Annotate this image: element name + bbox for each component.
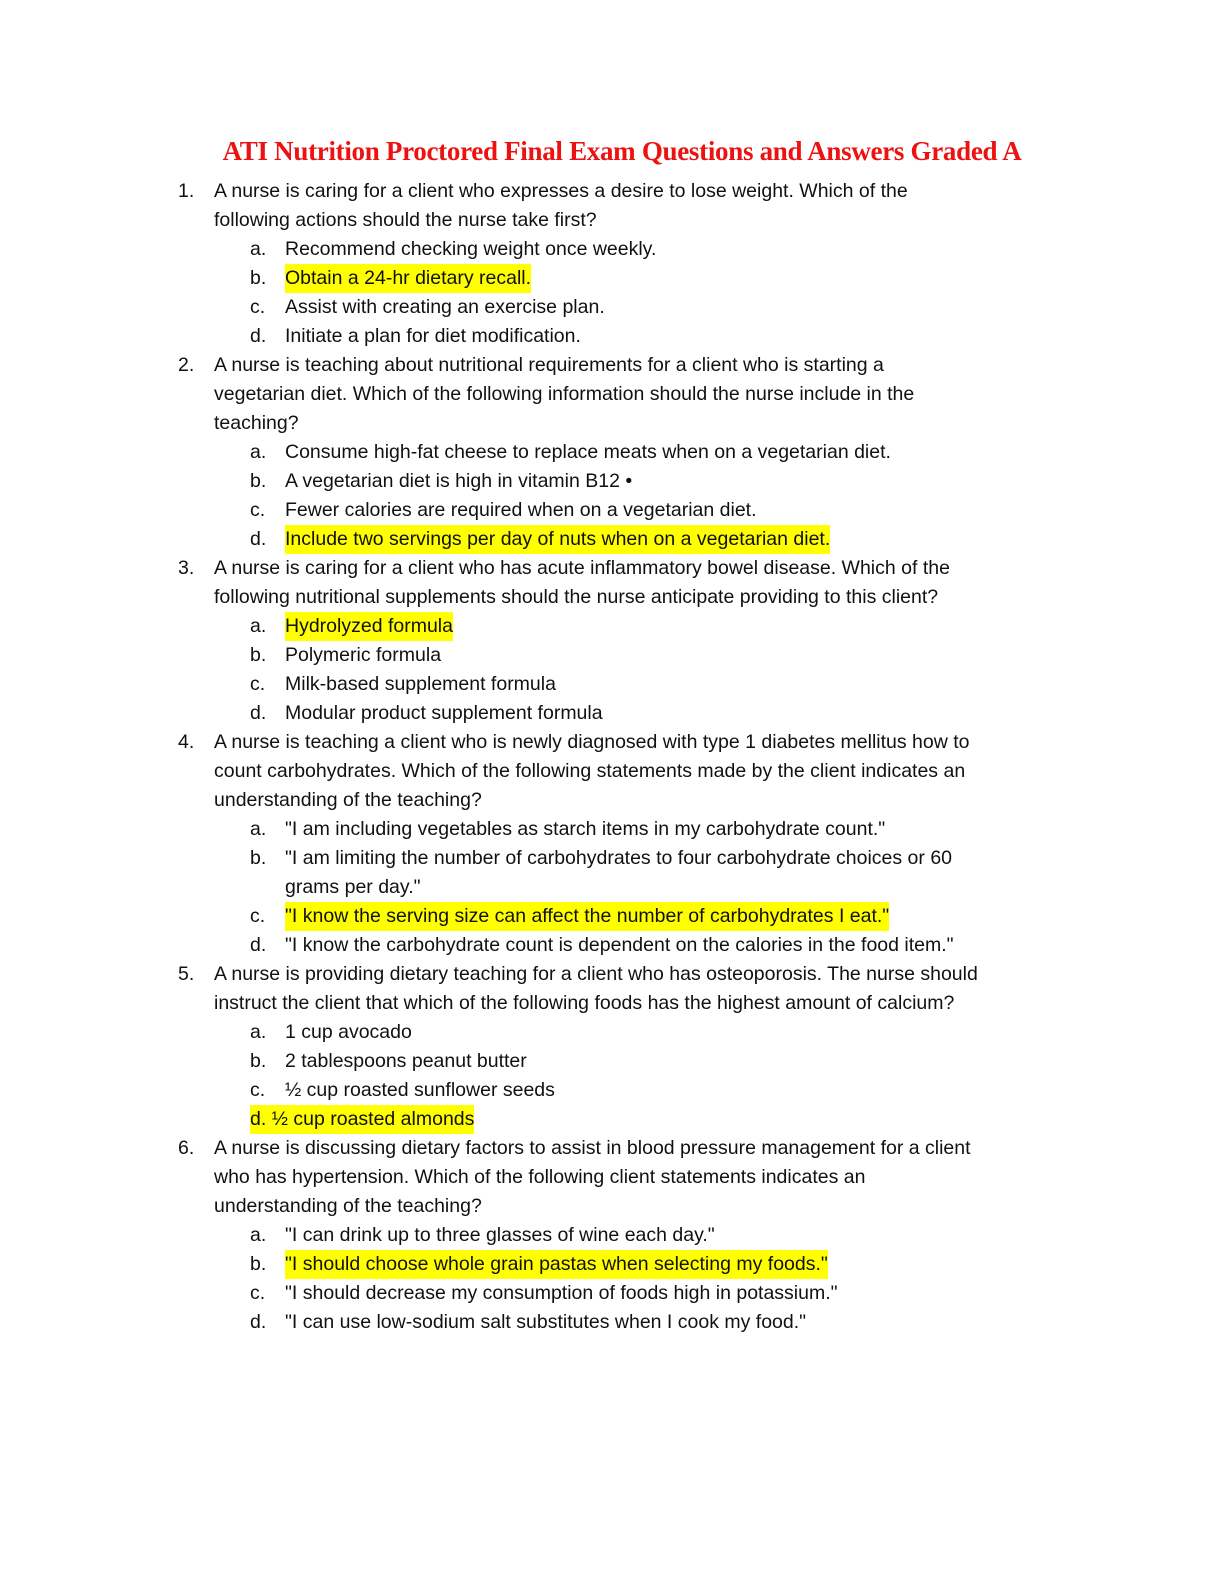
answer-option — [0, 873, 1224, 902]
option-letter: b. — [250, 267, 267, 289]
question-text: A nurse is providing dietary teaching for a client who has osteoporosis. The nurse should — [214, 963, 978, 985]
option-text: A vegetarian diet is high in vitamin B12 • — [285, 470, 633, 492]
question-number: 3. — [178, 557, 195, 579]
option-text: 1 cup avocado — [285, 1021, 412, 1043]
answer-option — [0, 1221, 1224, 1250]
question — [0, 960, 1224, 1134]
option-text: Include two servings per day of nuts when on a vegetarian diet. — [285, 525, 830, 554]
option-text: Assist with creating an exercise plan. — [285, 296, 605, 318]
option-text: "I should choose whole grain pastas when selecting my foods." — [285, 1250, 828, 1279]
option-text: Obtain a 24-hr dietary recall. — [285, 264, 531, 293]
question-text: understanding of the teaching? — [214, 1195, 482, 1217]
option-letter: c. — [250, 1282, 266, 1304]
question-number: 2. — [178, 354, 195, 376]
option-letter: b. — [250, 1253, 267, 1275]
answer-option — [0, 1018, 1224, 1047]
question-text: vegetarian diet. Which of the following information should the nurse include in the — [214, 383, 915, 405]
option-text: ½ cup roasted almonds — [271, 1108, 475, 1130]
option-letter: d. — [250, 528, 267, 550]
answer-option — [0, 641, 1224, 670]
answer-option — [0, 438, 1224, 467]
option-letter: d. — [250, 325, 267, 347]
answer-option — [0, 1279, 1224, 1308]
option-letter: c. — [250, 673, 266, 695]
question-text: teaching? — [214, 412, 299, 434]
option-text: "I know the serving size can affect the number of carbohydrates I eat." — [285, 902, 889, 931]
option-text: ½ cup roasted sunflower seeds — [285, 1079, 555, 1101]
question-list — [0, 177, 1224, 1337]
option-letter: d. — [250, 1108, 267, 1130]
question-text: A nurse is caring for a client who expresses a desire to lose weight. Which of the — [214, 180, 908, 202]
option-letter: a. — [250, 238, 267, 260]
answer-option-correct — [0, 264, 1224, 293]
option-letter: d. — [250, 934, 267, 956]
answer-option — [0, 293, 1224, 322]
question-number: 6. — [178, 1137, 195, 1159]
question-number: 1. — [178, 180, 195, 202]
question-text: following nutritional supplements should the nurse anticipate providing to this client? — [214, 586, 939, 608]
option-letter: c. — [250, 296, 266, 318]
answer-option-correct — [0, 1105, 1224, 1134]
answer-option-correct — [0, 525, 1224, 554]
answer-option — [0, 815, 1224, 844]
question-text: A nurse is teaching a client who is newly diagnosed with type 1 diabetes mellitus how to — [214, 731, 970, 753]
answer-option-correct — [0, 902, 1224, 931]
answer-option — [0, 235, 1224, 264]
option-text: Milk-based supplement formula — [285, 673, 556, 695]
question — [0, 1134, 1224, 1337]
option-letter: b. — [250, 847, 267, 869]
option-text: "I know the carbohydrate count is dependent on the calories in the food item." — [285, 934, 954, 956]
option-text: 2 tablespoons peanut butter — [285, 1050, 527, 1072]
option-letter: d. — [250, 702, 267, 724]
option-letter: c. — [250, 1079, 266, 1101]
option-letter: a. — [250, 1021, 267, 1043]
question-text: A nurse is discussing dietary factors to assist in blood pressure management for a client — [214, 1137, 971, 1159]
option-letter: a. — [250, 818, 267, 840]
option-text: Hydrolyzed formula — [285, 612, 453, 641]
option-text: Initiate a plan for diet modification. — [285, 325, 581, 347]
highlighted-answer — [250, 1105, 474, 1134]
answer-option — [0, 670, 1224, 699]
option-letter: a. — [250, 1224, 267, 1246]
answer-option — [0, 699, 1224, 728]
question — [0, 728, 1224, 960]
question — [0, 177, 1224, 351]
question-text: A nurse is teaching about nutritional requirements for a client who is starting a — [214, 354, 884, 376]
option-text: "I can use low-sodium salt substitutes when I cook my food." — [285, 1311, 807, 1333]
question — [0, 351, 1224, 554]
option-letter: a. — [250, 615, 267, 637]
question-number: 4. — [178, 731, 195, 753]
option-letter: d. — [250, 1311, 267, 1333]
question-number: 5. — [178, 963, 195, 985]
question — [0, 554, 1224, 728]
option-text: "I can drink up to three glasses of wine each day." — [285, 1224, 715, 1246]
answer-option — [0, 931, 1224, 960]
option-text: "I am limiting the number of carbohydrates to four carbohydrate choices or 60 — [285, 847, 953, 869]
document-title: ATI Nutrition Proctored Final Exam Questions and Answers Graded A — [222, 136, 1022, 166]
answer-option — [0, 1047, 1224, 1076]
question-text: instruct the client that which of the following foods has the highest amount of calcium? — [214, 992, 955, 1014]
answer-option-correct — [0, 612, 1224, 641]
answer-option — [0, 1308, 1224, 1337]
question-text: A nurse is caring for a client who has acute inflammatory bowel disease. Which of the — [214, 557, 950, 579]
option-letter: c. — [250, 499, 266, 521]
option-text: "I am including vegetables as starch items in my carbohydrate count." — [285, 818, 886, 840]
option-text: Modular product supplement formula — [285, 702, 603, 724]
question-text: count carbohydrates. Which of the following statements made by the client indicates an — [214, 760, 966, 782]
option-letter: b. — [250, 1050, 267, 1072]
option-letter: b. — [250, 470, 267, 492]
answer-option — [0, 467, 1224, 496]
option-text: "I should decrease my consumption of foods high in potassium." — [285, 1282, 838, 1304]
option-letter: c. — [250, 905, 266, 927]
option-text: Consume high-fat cheese to replace meats when on a vegetarian diet. — [285, 441, 891, 463]
answer-option — [0, 1076, 1224, 1105]
option-letter: b. — [250, 644, 267, 666]
answer-option — [0, 844, 1224, 873]
option-text: grams per day." — [285, 876, 421, 898]
question-text: who has hypertension. Which of the following client statements indicates an — [214, 1166, 866, 1188]
answer-option — [0, 322, 1224, 351]
option-text: Polymeric formula — [285, 644, 442, 666]
option-letter: a. — [250, 441, 267, 463]
answer-option — [0, 496, 1224, 525]
question-text: following actions should the nurse take first? — [214, 209, 597, 231]
option-text: Recommend checking weight once weekly. — [285, 238, 657, 260]
answer-option-correct — [0, 1250, 1224, 1279]
question-text: understanding of the teaching? — [214, 789, 482, 811]
option-text: Fewer calories are required when on a vegetarian diet. — [285, 499, 757, 521]
